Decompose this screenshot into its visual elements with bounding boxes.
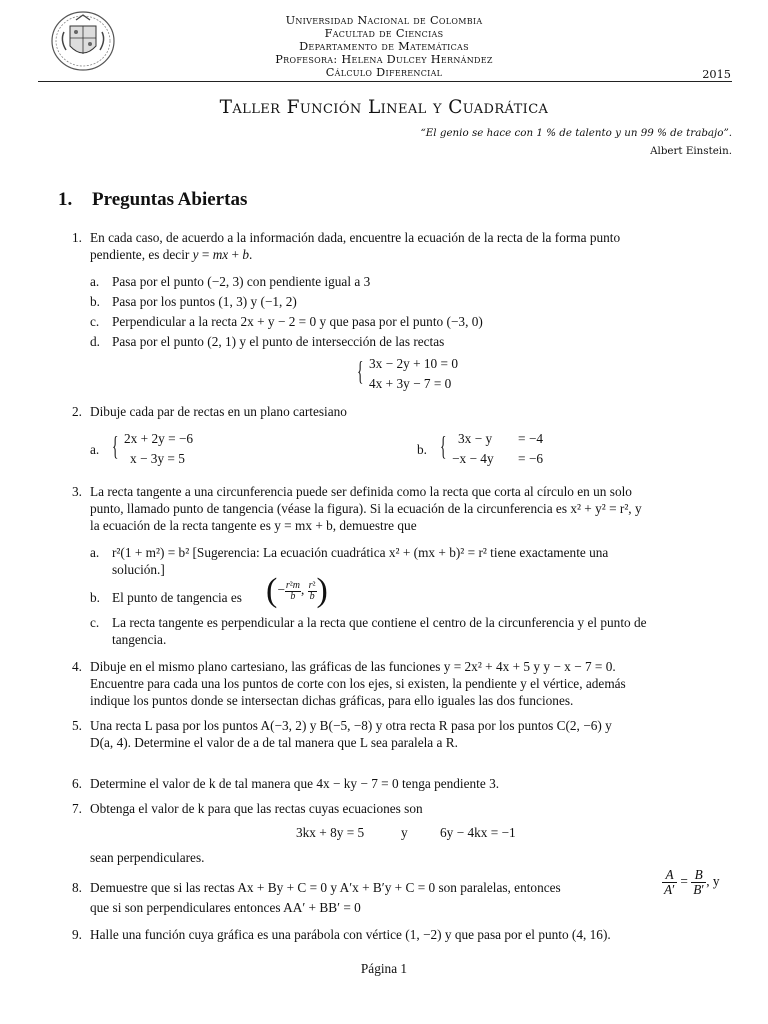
q7-line2: sean perpendiculares.	[90, 850, 205, 865]
q2-b-brace: {	[440, 430, 447, 462]
q4-line1: Dibuje en el mismo plano cartesiano, las gráficas de las funciones y = 2x² + 4x + 5 y y − x − 7 = 0.	[90, 659, 616, 674]
q1-system-eq2: 4x + 3y − 7 = 0	[369, 376, 452, 391]
q8-line2: que si son perpendiculares entonces AA′ + BB′ = 0	[90, 900, 361, 915]
q3-b-tangent-point: (− $\frac{\text{r²m}}{b}$ , $\frac{\text{r²}}{b}$ )	[266, 572, 328, 609]
header-year: 2015	[702, 68, 731, 81]
q2-b-eq1-right: = −4	[518, 431, 543, 446]
q3-c-label: c.	[90, 615, 100, 630]
q1-line2: pendiente, es decir y = mx + b.	[90, 247, 253, 262]
q1-a-label: a.	[90, 274, 100, 289]
header-faculty: Facultad de Ciencias	[324, 27, 444, 40]
q2-a-eq2: x − 3y = 5	[130, 451, 185, 466]
q2-b-label: b.	[417, 442, 427, 457]
q2-a-eq1: 2x + 2y = −6	[124, 431, 194, 446]
q7-eq1: 3kx + 8y = 5	[296, 825, 365, 840]
q7-conjunction: y	[401, 825, 408, 840]
q1-c-label: c.	[90, 314, 100, 329]
q1-system-eq1: 3x − 2y + 10 = 0	[369, 356, 458, 371]
q5-line2: D(a, 4). Determine el valor de a de tal manera que L sea paralela a R.	[90, 735, 458, 750]
q4-line3: indique los puntos donde se intersectan dichas gráficas, para ello iguales las dos funciones.	[90, 693, 574, 708]
q8-ratio: $\frac{A}{A'}$ = $\frac{B}{B'}$ , y	[664, 867, 720, 897]
q4-line2: Encuentre para cada una los puntos de corte con los ejes, si existen, la pendiente y el vértice, además	[90, 676, 626, 691]
q1-d: Pasa por el punto (2, 1) y el punto de intersección de las rectas	[112, 334, 445, 349]
q2-a-brace: {	[112, 430, 119, 462]
q1-line1: En cada caso, de acuerdo a la información dada, encuentre la ecuación de la recta de la forma punto	[90, 230, 621, 245]
q3-a-line2: solución.]	[112, 562, 165, 577]
q4-number: 4.	[72, 659, 82, 674]
header-professor: Profesora: Helena Dulcey Hernández	[275, 53, 493, 66]
epigraph-quote: “El genio se hace con 1 % de talento y un 99 % de trabajo”.	[420, 127, 732, 139]
q1-d-label: d.	[90, 334, 100, 349]
section-heading	[58, 189, 247, 211]
header-university: Universidad Nacional de Colombia	[285, 14, 483, 27]
document-title: Taller Función Lineal y Cuadrática	[219, 97, 549, 118]
q6-number: 6.	[72, 776, 82, 791]
header-course: Cálculo Diferencial	[325, 66, 443, 79]
q1-number: 1.	[72, 230, 82, 245]
q3-b-label: b.	[90, 590, 100, 605]
q1-b-label: b.	[90, 294, 100, 309]
q9-text: Halle una función cuya gráfica es una parábola con vértice (1, −2) y que pasa por el punto (4, 16).	[90, 927, 611, 942]
q3-c-line2: tangencia.	[112, 632, 167, 647]
header-divider	[38, 81, 732, 82]
q3-line3: la ecuación de la recta tangente es y = mx + b, demuestre que	[90, 518, 417, 533]
q7-line1: Obtenga el valor de k para que las rectas cuyas ecuaciones son	[90, 801, 423, 816]
q1-c: Perpendicular a la recta 2x + y − 2 = 0 y que pasa por el punto (−3, 0)	[112, 314, 483, 329]
q2-a-label: a.	[90, 442, 100, 457]
q2-text: Dibuje cada par de rectas en un plano cartesiano	[90, 404, 347, 419]
q3-a-line1: r²(1 + m²) = b² [Sugerencia: La ecuación cuadrática x² + (mx + b)² = r² tiene exactamente una	[112, 545, 609, 560]
section-title: Preguntas Abiertas	[92, 189, 248, 210]
q2-number: 2.	[72, 404, 82, 419]
q3-a-label: a.	[90, 545, 100, 560]
q2-b-eq2-right: = −6	[518, 451, 543, 466]
q5-number: 5.	[72, 718, 82, 733]
q3-line1: La recta tangente a una circunferencia puede ser definida como la recta que corta al círculo en un solo	[90, 484, 632, 499]
q5-line1: Una recta L pasa por los puntos A(−3, 2) y B(−5, −8) y otra recta R pasa por los puntos C(2, −6) y	[90, 718, 612, 733]
q1-system-brace: {	[357, 355, 364, 387]
q2-b-eq1-left: 3x − y	[458, 431, 493, 446]
q3-line2: punto, llamado punto de tangencia (véase la figura). Si la ecuación de la circunferencia es x² + y² = r², y	[90, 501, 642, 516]
q7-number: 7.	[72, 801, 82, 816]
header-department: Departamento de Matemáticas	[299, 40, 469, 53]
q7-eq2: 6y − 4kx = −1	[440, 825, 516, 840]
q6-text: Determine el valor de k de tal manera que 4x − ky − 7 = 0 tenga pendiente 3.	[90, 776, 500, 791]
q1-b: Pasa por los puntos (1, 3) y (−1, 2)	[112, 294, 297, 309]
page-number: Página 1	[360, 961, 408, 976]
q3-b: El punto de tangencia es	[112, 590, 242, 605]
epigraph-author: Albert Einstein.	[650, 145, 732, 157]
q8-line1: Demuestre que si las rectas Ax + By + C = 0 y A′x + B′y + C = 0 son paralelas, entonces	[90, 880, 561, 895]
q8-number: 8.	[72, 880, 82, 895]
q2-b-eq2-left: −x − 4y	[452, 451, 494, 466]
section-number: 1.	[58, 189, 73, 210]
q9-number: 9.	[72, 927, 82, 942]
q3-c-line1: La recta tangente es perpendicular a la recta que contiene el centro de la circunferencia y el punto de	[112, 615, 647, 630]
q1-a: Pasa por el punto (−2, 3) con pendiente igual a 3	[112, 274, 371, 289]
q3-number: 3.	[72, 484, 82, 499]
